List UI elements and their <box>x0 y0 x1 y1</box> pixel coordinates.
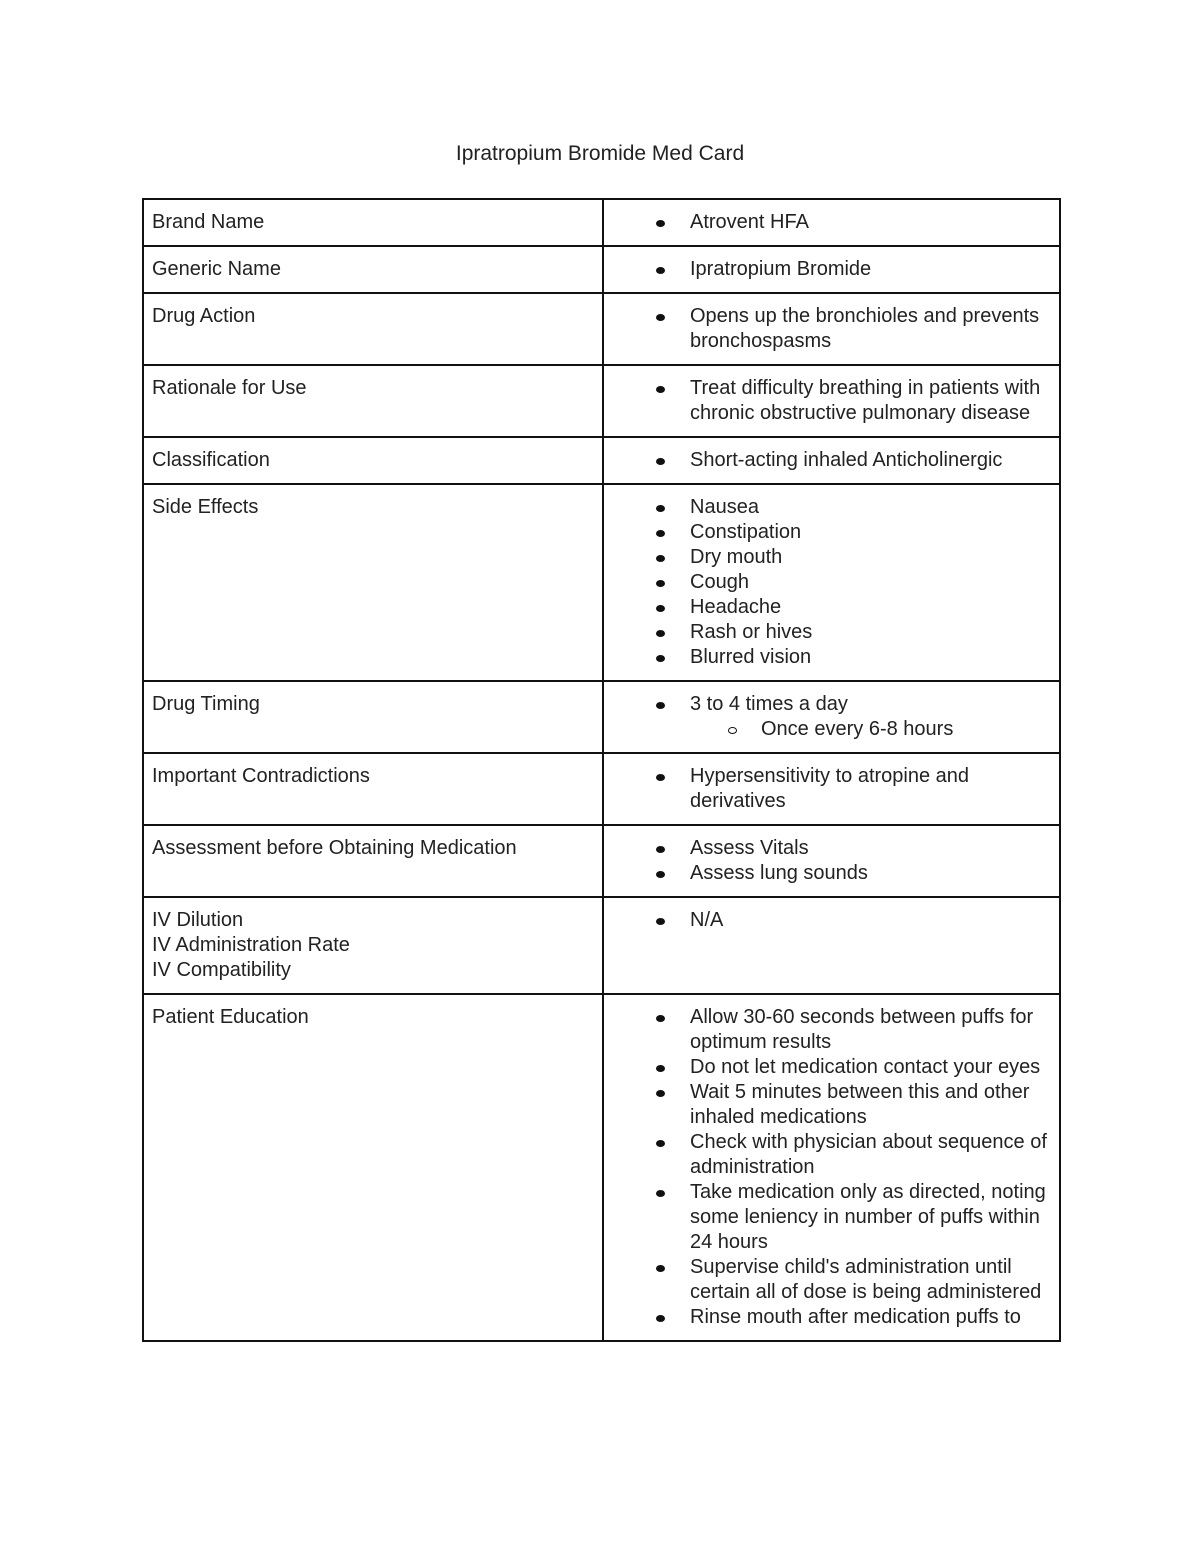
table-row <box>143 293 1060 365</box>
row-label-cell <box>143 994 603 1341</box>
row-label: Assessment before Obtaining Medication <box>152 837 517 859</box>
row-value-cell <box>603 994 1060 1341</box>
bullet-list <box>612 304 1051 354</box>
row-label: IV Administration Rate <box>152 934 350 956</box>
list-item <box>690 1130 1051 1180</box>
list-item-text: Dry mouth <box>690 546 783 568</box>
row-value-cell <box>603 484 1060 681</box>
row-label: Rationale for Use <box>152 377 307 399</box>
row-value-cell <box>603 246 1060 293</box>
list-item <box>690 545 1051 570</box>
list-item <box>690 908 1051 933</box>
list-item-text: Constipation <box>690 521 802 543</box>
table-row <box>143 246 1060 293</box>
list-item <box>690 376 1051 426</box>
list-item <box>690 645 1051 670</box>
row-value-cell <box>603 365 1060 437</box>
list-item <box>690 520 1051 545</box>
row-label: Brand Name <box>152 211 265 233</box>
list-item-text: Assess Vitals <box>690 837 809 859</box>
bullet-list <box>612 210 1051 235</box>
row-label-cell <box>143 897 603 994</box>
table-row <box>143 199 1060 246</box>
bullet-list <box>612 448 1051 473</box>
list-item <box>690 1305 1051 1330</box>
list-item-text: Hypersensitivity to atropine and derivatives <box>690 765 970 812</box>
list-item-text: Short-acting inhaled Anticholinergic <box>690 449 1003 471</box>
list-item-text: N/A <box>690 909 724 931</box>
row-label: Drug Action <box>152 305 256 327</box>
bullet-list <box>612 257 1051 282</box>
list-item <box>690 1055 1051 1080</box>
list-item-text: Rash or hives <box>690 621 813 643</box>
row-label: Generic Name <box>152 258 281 280</box>
bullet-list <box>612 908 1051 933</box>
row-value-cell <box>603 199 1060 246</box>
list-item-text: Blurred vision <box>690 646 812 668</box>
sub-list-item: Once every 6-8 hours <box>761 717 1051 742</box>
row-label: IV Compatibility <box>152 959 291 981</box>
row-label: Important Contradictions <box>152 765 370 787</box>
row-value-cell <box>603 293 1060 365</box>
list-item <box>690 304 1051 354</box>
row-label-cell <box>143 199 603 246</box>
list-item-text: Ipratropium Bromide <box>690 258 872 280</box>
bullet-list <box>612 692 1051 742</box>
list-item-text: Opens up the bronchioles and prevents bronchospasms <box>690 305 1040 352</box>
row-value-cell <box>603 437 1060 484</box>
row-label-cell <box>143 246 603 293</box>
row-label-cell <box>143 484 603 681</box>
list-item <box>690 495 1051 520</box>
list-item <box>690 692 1051 742</box>
list-item <box>690 1005 1051 1055</box>
list-item-text: Take medication only as directed, noting some leniency in number of puffs within 24 hours <box>690 1181 1046 1253</box>
row-label: Drug Timing <box>152 693 260 715</box>
row-value-cell <box>603 753 1060 825</box>
list-item <box>690 1080 1051 1130</box>
list-item <box>690 210 1051 235</box>
list-item-text: Rinse mouth after medication puffs to <box>690 1306 1021 1328</box>
table-row <box>143 753 1060 825</box>
row-value-cell <box>603 897 1060 994</box>
table-row <box>143 437 1060 484</box>
row-label-cell <box>143 437 603 484</box>
table-row <box>143 681 1060 753</box>
list-item-text: Do not let medication contact your eyes <box>690 1056 1041 1078</box>
table-row <box>143 825 1060 897</box>
page-title: Ipratropium Bromide Med Card <box>455 142 745 165</box>
list-item <box>690 861 1051 886</box>
bullet-list <box>612 1005 1051 1330</box>
list-item-text: Headache <box>690 596 782 618</box>
row-label-cell <box>143 825 603 897</box>
table-row <box>143 365 1060 437</box>
sub-bullet-list <box>690 717 1051 742</box>
list-item <box>690 620 1051 645</box>
list-item-text: Atrovent HFA <box>690 211 809 233</box>
list-item <box>690 764 1051 814</box>
row-label-cell <box>143 753 603 825</box>
row-value-cell <box>603 825 1060 897</box>
row-label-cell <box>143 365 603 437</box>
list-item-text: Treat difficulty breathing in patients with chronic obstructive pulmonary disease <box>690 377 1041 424</box>
list-item <box>690 448 1051 473</box>
bullet-list <box>612 764 1051 814</box>
row-label: Classification <box>152 449 270 471</box>
list-item <box>690 1255 1051 1305</box>
list-item <box>690 1180 1051 1255</box>
row-label: Side Effects <box>152 496 259 518</box>
list-item-text: Check with physician about sequence of administration <box>690 1131 1047 1178</box>
list-item-text: Cough <box>690 571 749 593</box>
list-item-text: Allow 30-60 seconds between puffs for optimum results <box>690 1006 1034 1053</box>
list-item-text: Wait 5 minutes between this and other inhaled medications <box>690 1081 1030 1128</box>
table-row <box>143 994 1060 1341</box>
row-label-cell <box>143 681 603 753</box>
row-value-cell <box>603 681 1060 753</box>
list-item <box>690 570 1051 595</box>
row-label: Patient Education <box>152 1006 309 1028</box>
table-row <box>143 897 1060 994</box>
list-item-text: Assess lung sounds <box>690 862 868 884</box>
med-card-table <box>142 198 1061 1342</box>
list-item-text: 3 to 4 times a day <box>690 693 848 715</box>
bullet-list <box>612 376 1051 426</box>
bullet-list <box>612 495 1051 670</box>
row-label-cell <box>143 293 603 365</box>
list-item <box>690 257 1051 282</box>
list-item <box>690 595 1051 620</box>
list-item-text: Supervise child's administration until certain all of dose is being administered <box>690 1256 1042 1303</box>
row-label: IV Dilution <box>152 909 244 931</box>
table-body <box>143 199 1060 1341</box>
list-item-text: Nausea <box>690 496 759 518</box>
bullet-list <box>612 836 1051 886</box>
table-row <box>143 484 1060 681</box>
list-item <box>690 836 1051 861</box>
